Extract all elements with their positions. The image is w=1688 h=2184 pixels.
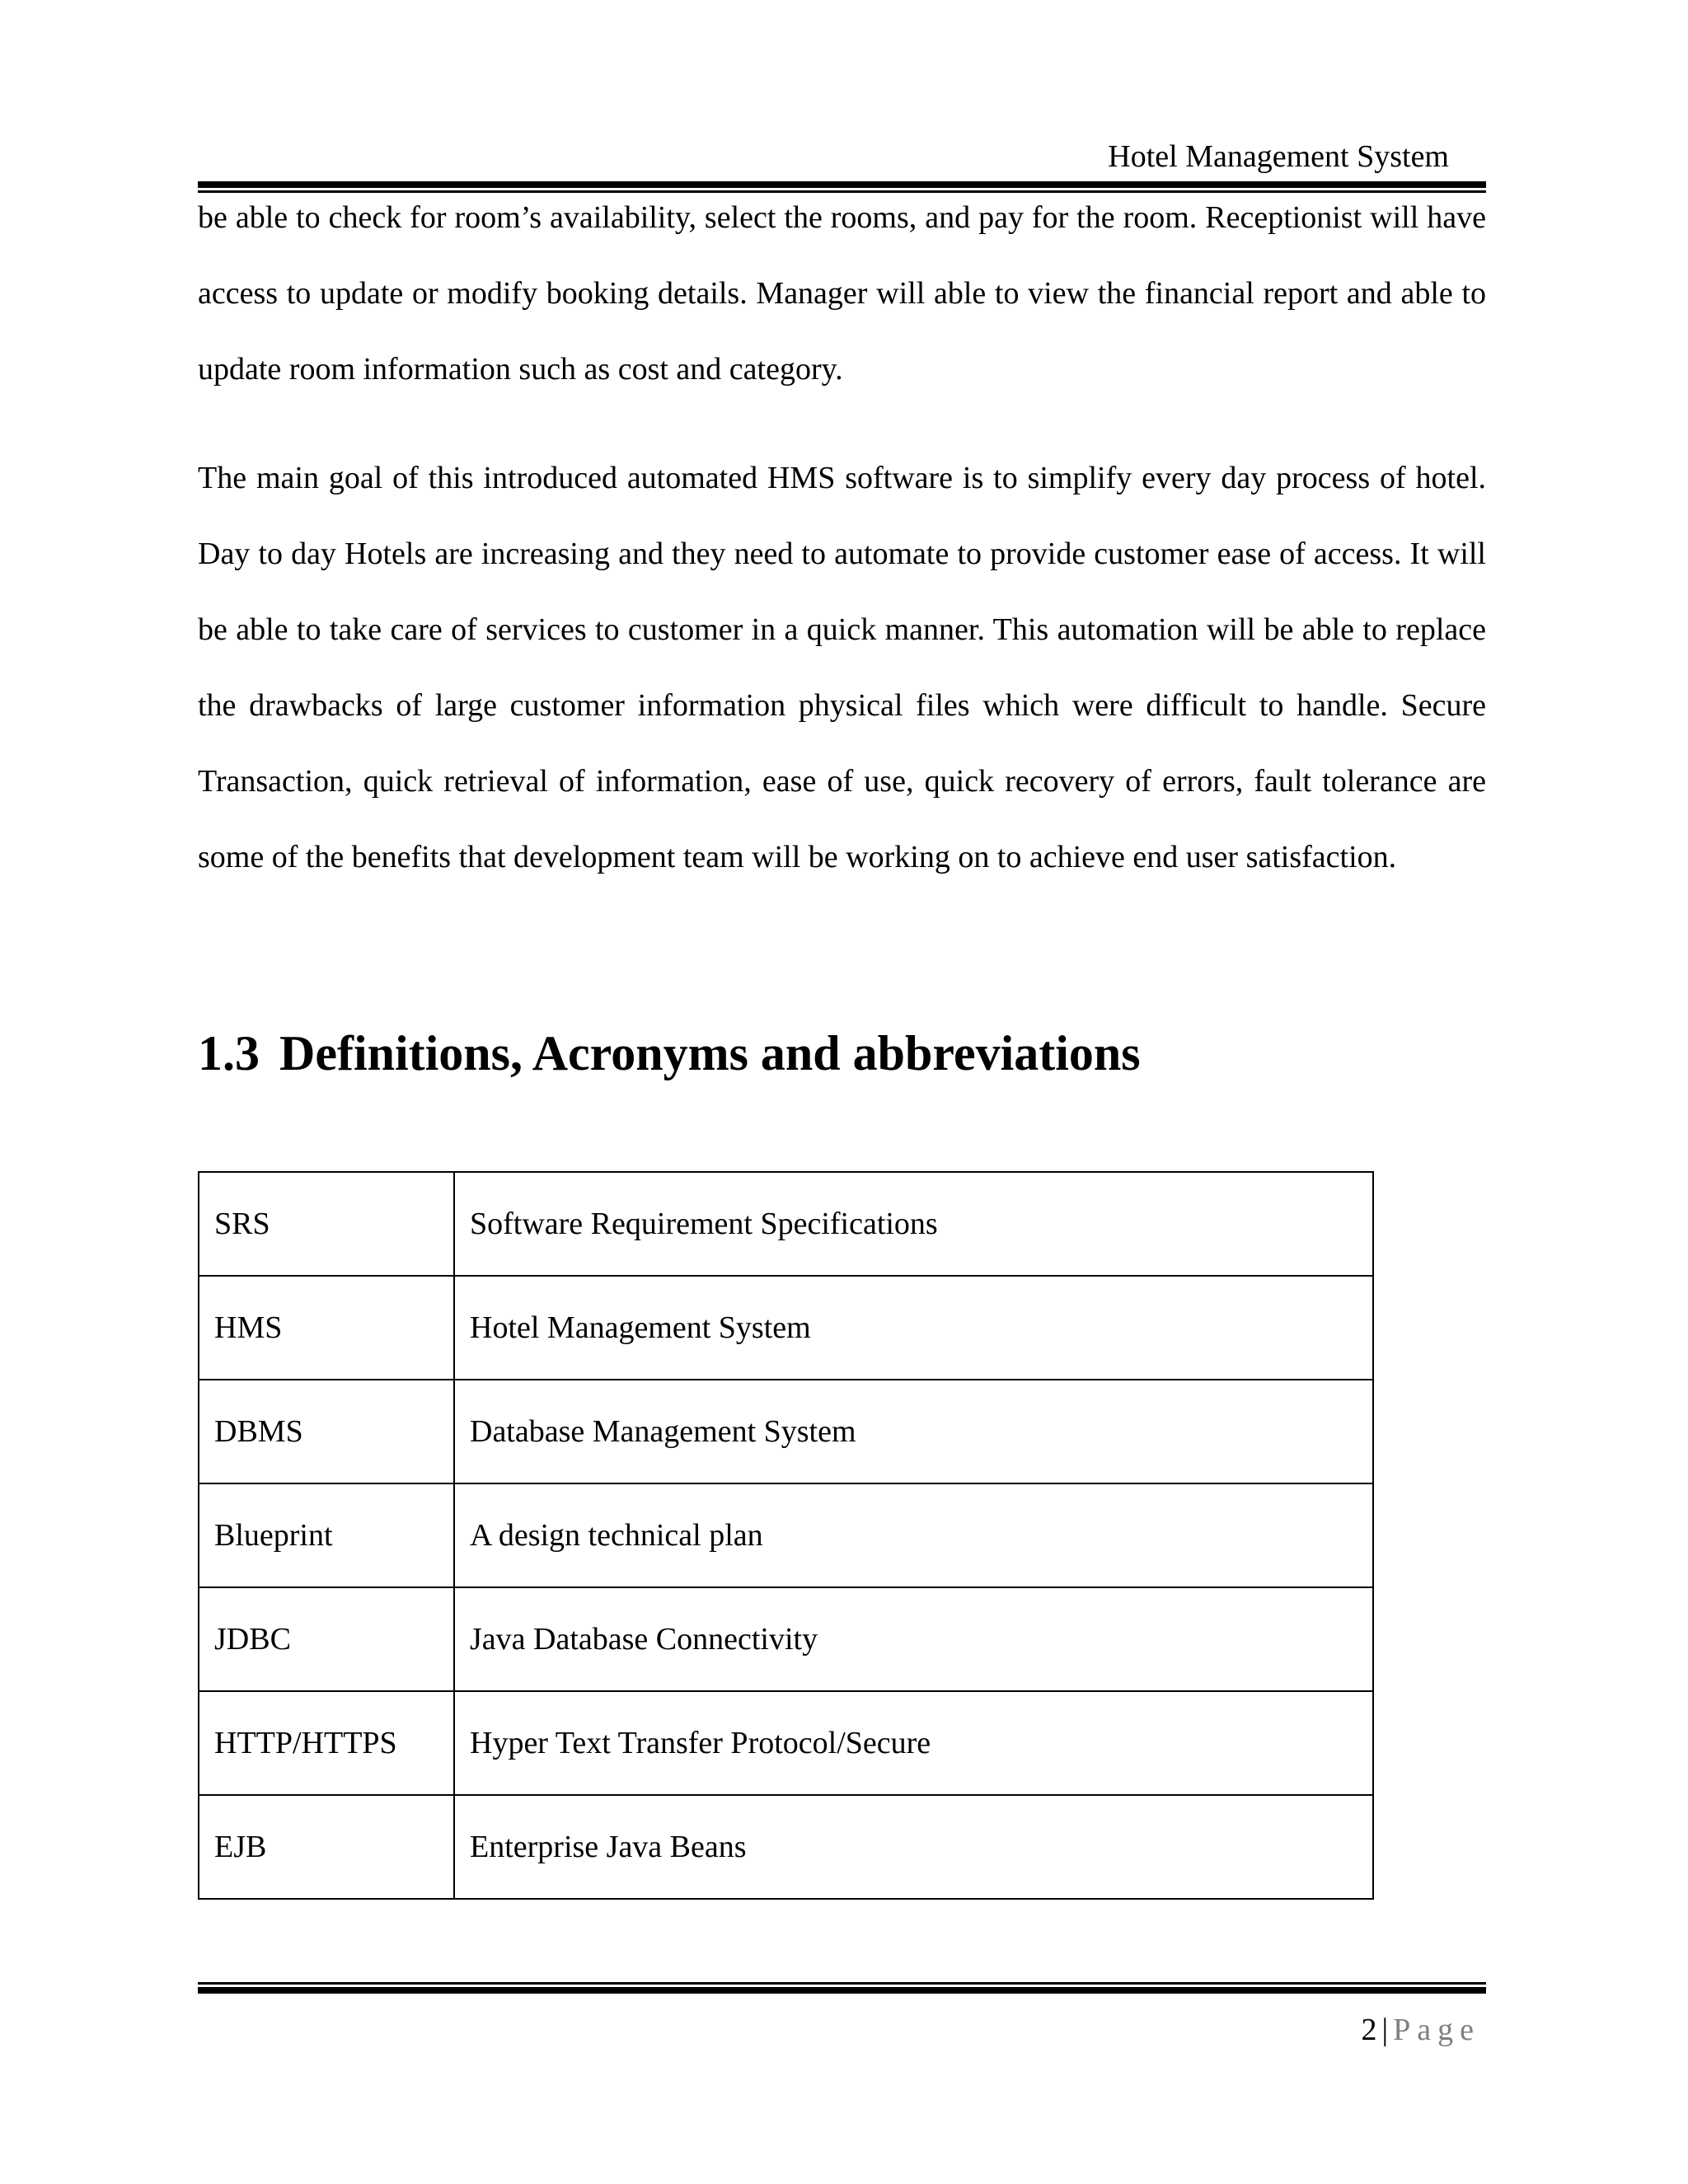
table-row	[199, 1483, 1373, 1587]
page-number: 2	[1361, 2013, 1377, 2047]
definition-cell: Database Management System	[454, 1380, 1373, 1483]
term-cell: DBMS	[199, 1380, 454, 1483]
term-cell: HTTP/HTTPS	[199, 1691, 454, 1795]
table-row	[199, 1172, 1373, 1276]
term-cell: SRS	[199, 1172, 454, 1276]
definition-cell: Software Requirement Specifications	[454, 1172, 1373, 1276]
section-title: Definitions, Acronyms and abbreviations	[279, 1026, 1141, 1080]
table-row	[199, 1380, 1373, 1483]
definition-cell: Java Database Connectivity	[454, 1587, 1373, 1691]
section-number: 1.3	[198, 1026, 260, 1080]
definition-cell: Enterprise Java Beans	[454, 1795, 1373, 1899]
definition-cell: Hyper Text Transfer Protocol/Secure	[454, 1691, 1373, 1795]
footer-separator: |	[1381, 2013, 1389, 2047]
footer-rule	[198, 1982, 1486, 1994]
definition-cell: Hotel Management System	[454, 1276, 1373, 1380]
page-footer	[198, 2009, 1480, 2050]
running-header: Hotel Management System	[1108, 139, 1449, 174]
table-row	[199, 1691, 1373, 1795]
term-cell: Blueprint	[199, 1483, 454, 1587]
table-row	[199, 1276, 1373, 1380]
term-cell: HMS	[199, 1276, 454, 1380]
page-label: Page	[1393, 2013, 1480, 2047]
term-cell: EJB	[199, 1795, 454, 1899]
body-paragraph-1	[198, 180, 1486, 407]
paragraph-text: The main goal of this introduced automated HMS software is to simplify every day process of hotel. Day to day Hotels are increasing and they need to automate to provide customer ease of access. It will be able to take care of services to customer in a quick manner. This automation will be able to replace the drawbacks of large customer information physical files which were difficult to handle. Secure Transaction, quick retrieval of information, ease of use, quick recovery of errors, fault tolerance are some of the benefits that development team will be working on to achieve end user satisfaction.	[198, 461, 1486, 874]
footer-rule-thin	[198, 1982, 1486, 1985]
definitions-table	[198, 1171, 1374, 1900]
term-cell: JDBC	[199, 1587, 454, 1691]
section-heading	[198, 1019, 1141, 1088]
definition-cell: A design technical plan	[454, 1483, 1373, 1587]
paragraph-text: be able to check for room’s availability, select the rooms, and pay for the room. Receptionist will have access to update or modify booking details. Manager will able to view the financial report and able to update room information such as cost and category.	[198, 200, 1486, 387]
table-row	[199, 1587, 1373, 1691]
table-row	[199, 1795, 1373, 1899]
footer-rule-thick	[198, 1987, 1486, 1994]
body-paragraph-2	[198, 440, 1486, 895]
